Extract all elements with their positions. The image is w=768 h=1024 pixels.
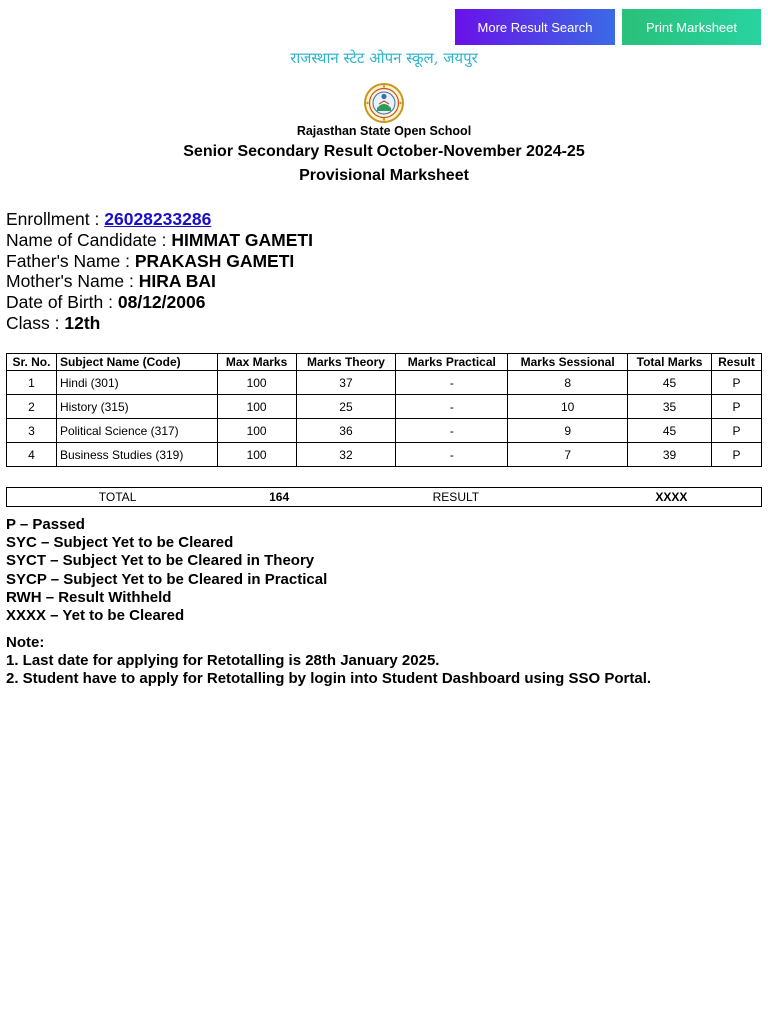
legend-item: XXXX – Yet to be Cleared [6,607,185,625]
result-summary [6,487,762,507]
legend-item: SYCT – Subject Yet to be Cleared in Theory [6,552,315,570]
practical-cell: - [396,395,508,419]
more-result-search-button[interactable]: More Result Search [455,9,615,45]
table-row [7,419,762,443]
total-cell: 35 [628,395,712,419]
subject-cell: History (315) [56,395,217,419]
sessional-cell: 10 [508,395,628,419]
result-name: Senior Secondary Result [183,143,373,160]
legend-item: SYC – Subject Yet to be Cleared [6,534,234,552]
print-marksheet-button[interactable]: Print Marksheet [622,9,761,45]
legend-item: RWH – Result Withheld [6,588,172,606]
result-value: XXXX [655,490,688,504]
father-name-label: Father's Name : [6,250,130,271]
header-marks-sessional: Marks Sessional [508,354,628,371]
sessional-cell: 8 [508,371,628,395]
class-value: 12th [64,312,101,333]
note-item: 2. Student have to apply for Retotalling by login into Student Dashboard using SSO Portal. [6,670,652,688]
note-item: 1. Last date for applying for Retotalling is 28th January 2025. [6,652,440,670]
legend-item: SYCP – Subject Yet to be Cleared in Practical [6,570,328,588]
result-cell: P [711,371,761,395]
mother-name: HIRA BAI [138,271,216,292]
theory-cell: 25 [296,395,396,419]
subject-cell: Political Science (317) [56,419,217,443]
result-session: October-November 2024-25 [376,143,585,160]
header-marks-theory: Marks Theory [296,354,396,371]
rsos-emblem-icon [363,82,405,124]
max-marks-cell: 100 [217,419,296,443]
summary-row [7,488,762,507]
class-label: Class : [6,312,60,333]
result-label: RESULT [432,490,480,504]
note-heading: Note: [6,634,45,651]
sr-no-cell: 1 [7,371,57,395]
candidate-name: HIMMAT GAMETI [171,229,313,250]
practical-cell: - [396,371,508,395]
practical-cell: - [396,443,508,467]
mother-name-label: Mother's Name : [6,271,134,292]
class-row [6,313,313,334]
result-legend [6,516,327,625]
total-label: TOTAL [98,490,137,504]
result-cell: P [711,419,761,443]
dob-row [6,292,313,313]
header-total-marks: Total Marks [628,354,712,371]
sr-no-cell: 4 [7,443,57,467]
candidate-name-label: Name of Candidate : [6,229,167,250]
practical-cell: - [396,419,508,443]
marks-table-header [7,354,762,371]
subject-cell: Hindi (301) [56,371,217,395]
mother-name-row [6,271,313,292]
max-marks-cell: 100 [217,395,296,419]
enrollment-row [6,209,313,230]
marksheet-title: Provisional Marksheet [299,167,469,184]
marks-table [6,353,762,467]
header-subject: Subject Name (Code) [56,354,217,371]
enrollment-link[interactable]: 26028233286 [104,209,212,229]
total-cell: 45 [628,371,712,395]
legend-item: P – Passed [6,516,85,533]
hindi-title: राजस्थान स्टेट ओपन स्कूल, जयपुर [290,49,478,67]
theory-cell: 37 [296,371,396,395]
sessional-cell: 7 [508,443,628,467]
sr-no-cell: 2 [7,395,57,419]
candidate-details [6,209,313,334]
dob-label: Date of Birth : [6,292,113,313]
school-name: Rajasthan State Open School [296,124,472,138]
theory-cell: 32 [296,443,396,467]
notes-section [6,634,651,689]
result-title [0,143,768,161]
sessional-cell: 9 [508,419,628,443]
enrollment-label: Enrollment : [6,209,100,229]
subject-cell: Business Studies (319) [56,443,217,467]
max-marks-cell: 100 [217,371,296,395]
table-row [7,443,762,467]
header-sr-no: Sr. No. [7,354,57,371]
total-cell: 45 [628,419,712,443]
table-row [7,371,762,395]
result-cell: P [711,443,761,467]
theory-cell: 36 [296,419,396,443]
table-row [7,395,762,419]
result-cell: P [711,395,761,419]
father-name-row [6,251,313,272]
header-marks-practical: Marks Practical [396,354,508,371]
dob-value: 08/12/2006 [117,292,206,313]
father-name: PRAKASH GAMETI [134,250,295,271]
max-marks-cell: 100 [217,443,296,467]
top-action-bar [455,9,761,45]
sr-no-cell: 3 [7,419,57,443]
total-cell: 39 [628,443,712,467]
header-max-marks: Max Marks [217,354,296,371]
candidate-name-row [6,230,313,251]
total-value: 164 [269,490,290,504]
header-result: Result [711,354,761,371]
